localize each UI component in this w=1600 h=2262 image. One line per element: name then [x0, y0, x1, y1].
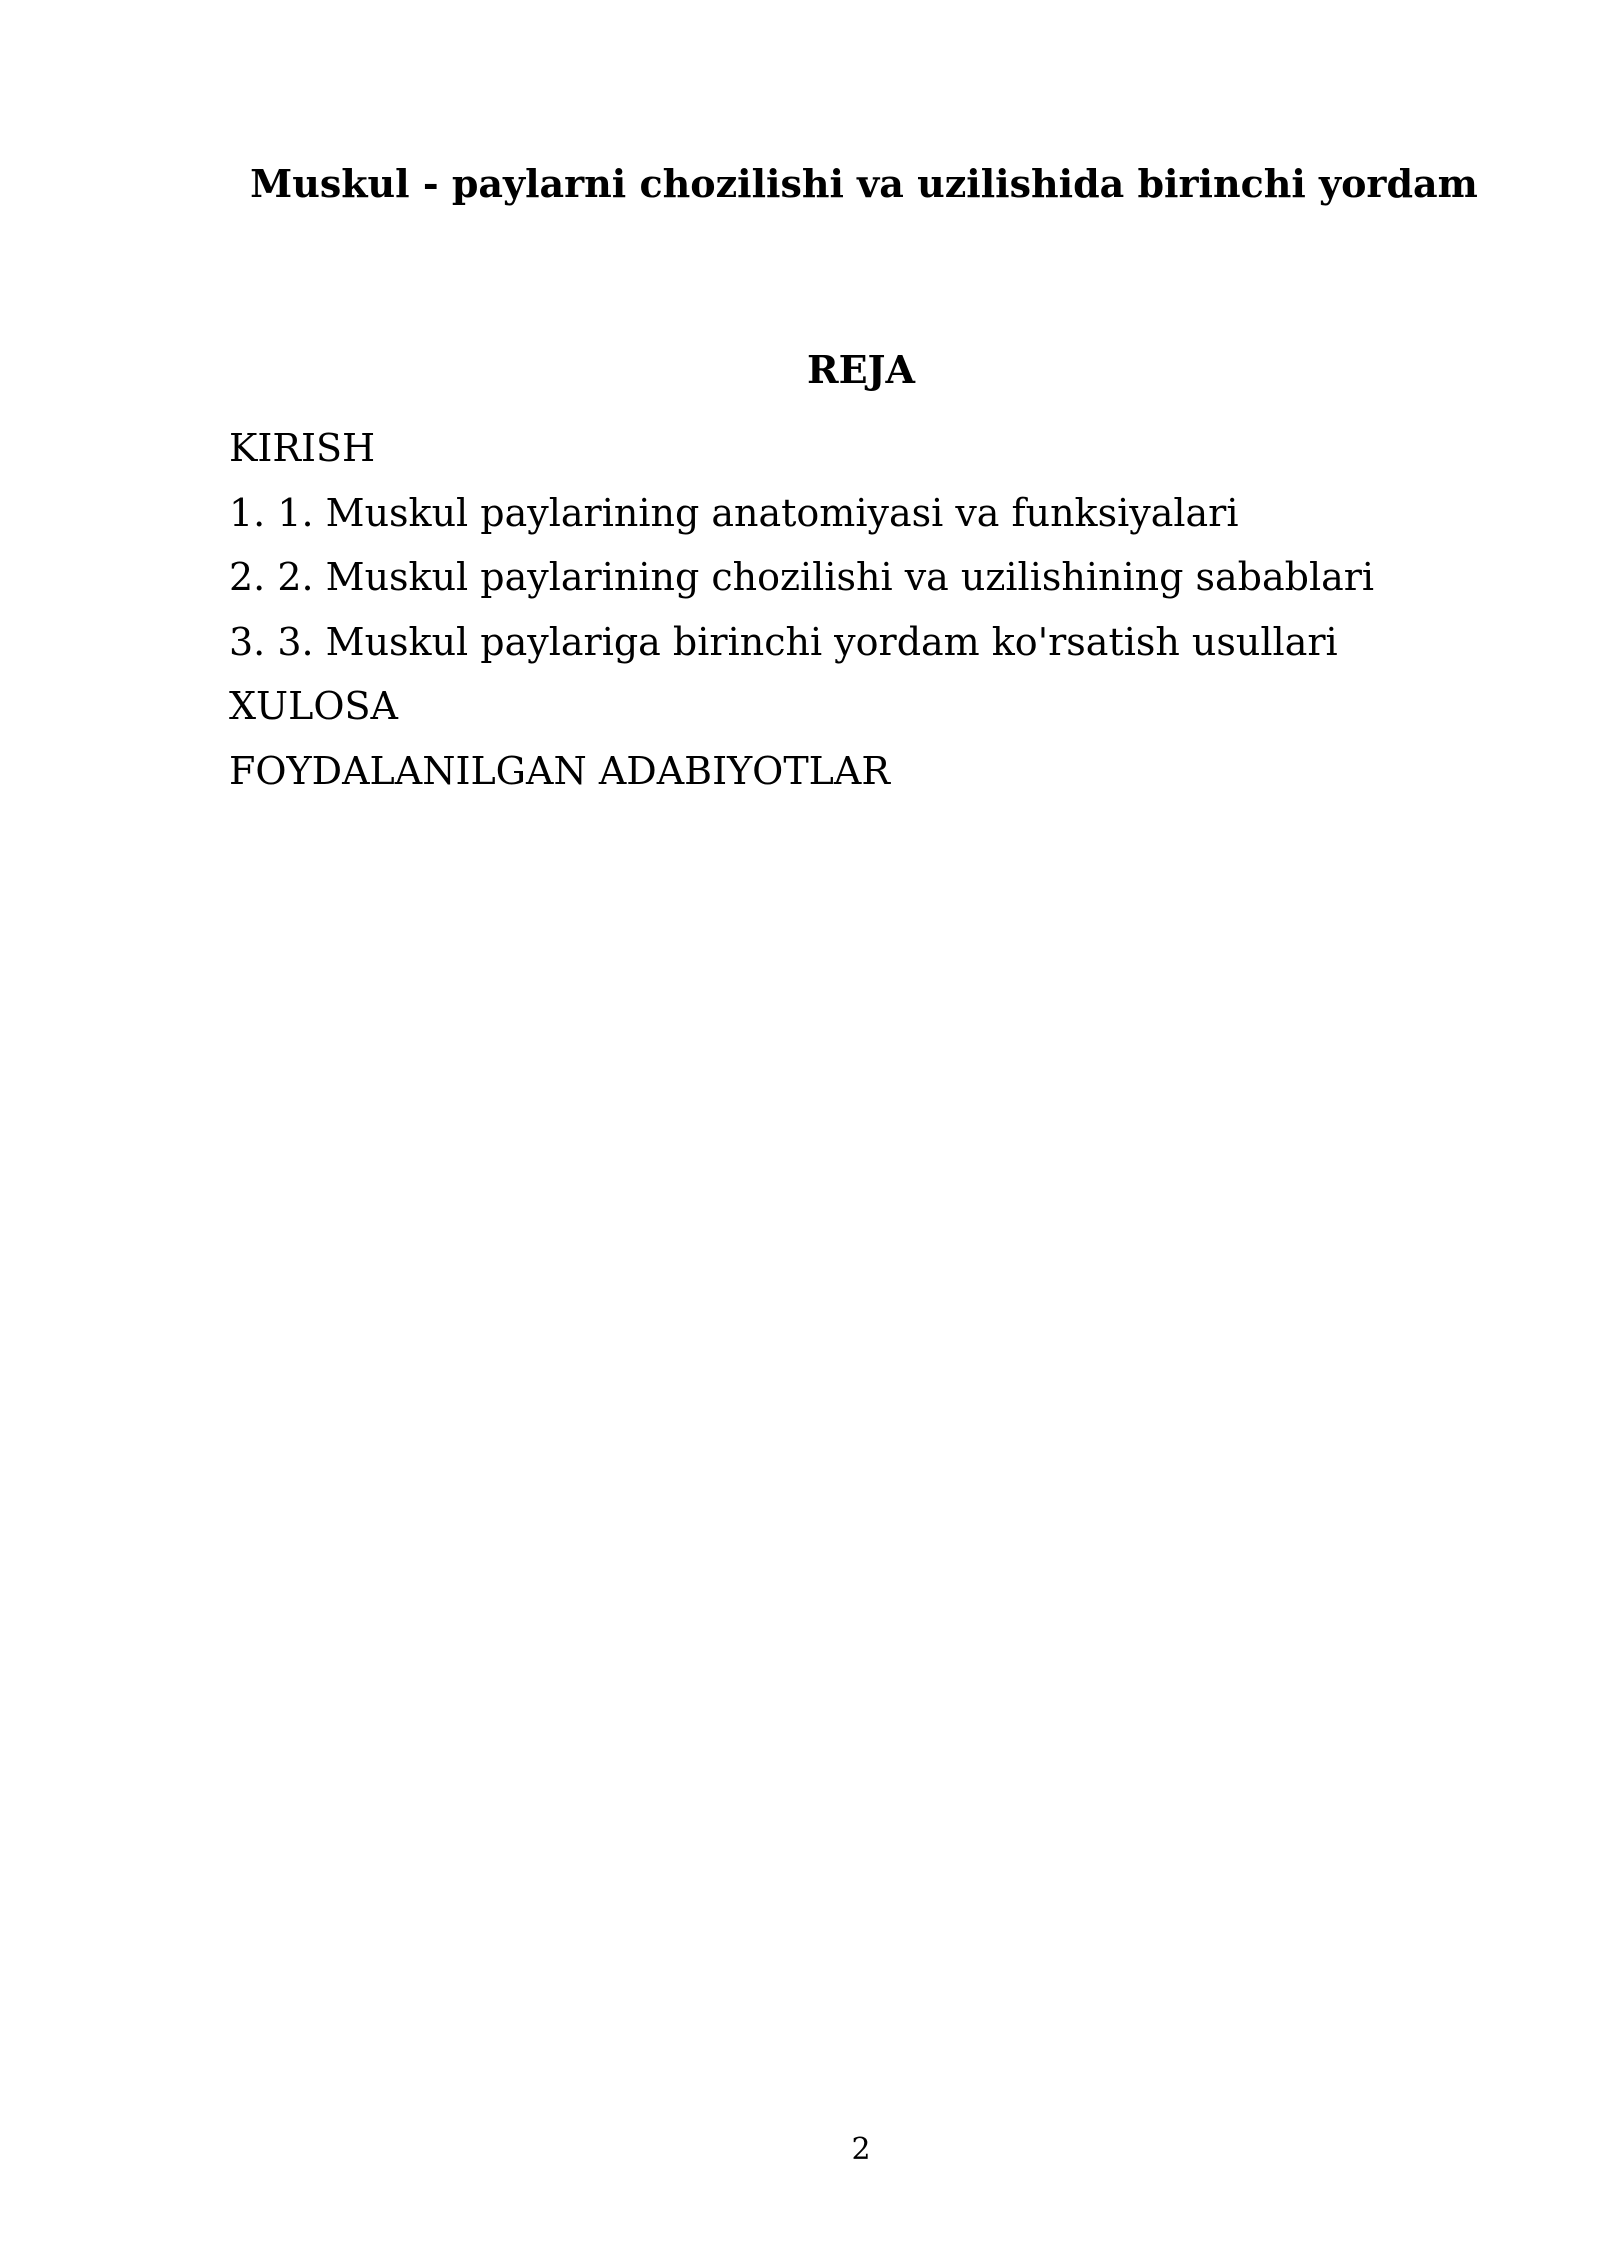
document-title: Muskul - paylarni chozilishi va uzilishida birinchi yordam [250, 161, 1478, 206]
plan-heading: REJA [806, 347, 915, 392]
toc-item-2: 2. 2. Muskul paylarining chozilishi va uzilishining sabablari [229, 555, 1375, 599]
toc-item-3: 3. 3. Muskul paylariga birinchi yordam ko'rsatish usullari [229, 619, 1338, 664]
toc-item-1: 1. 1. Muskul paylarining anatomiyasi va funksiyalari [229, 490, 1239, 535]
table-of-contents [229, 416, 1529, 803]
page-number: 2 [851, 2132, 871, 2167]
toc-item-introduction: KIRISH [229, 426, 376, 470]
toc-item-references: FOYDALANILGAN ADABIYOTLAR [229, 748, 890, 793]
toc-item-conclusion: XULOSA [229, 684, 398, 728]
